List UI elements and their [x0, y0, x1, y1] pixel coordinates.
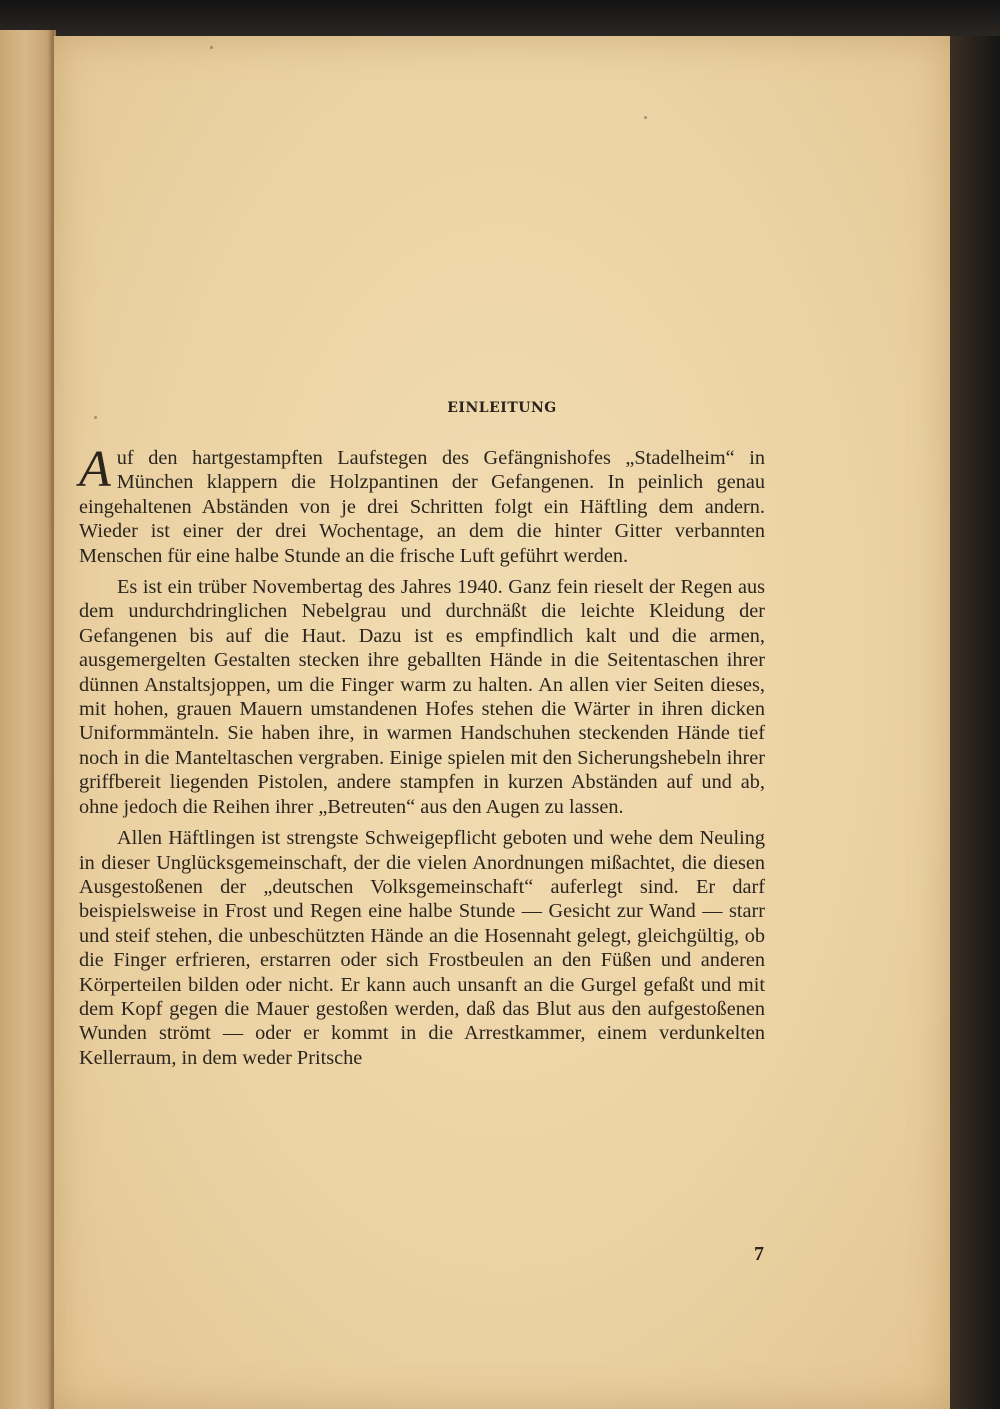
- paper-speck: [210, 46, 213, 49]
- paper-speck: [644, 116, 647, 119]
- drop-cap: A: [79, 441, 111, 498]
- chapter-heading: EINLEITUNG: [447, 400, 557, 416]
- page-number: 7: [754, 1243, 764, 1265]
- paragraph: Allen Häftlingen ist strengste Schweigepflicht geboten und wehe dem Neuling in dieser Unglücksgemeinschaft, der die vielen Anordnungen mißachtet, die diesen Ausgestoßenen der „deutschen Volksgemeinschaft“ auferlegt sind. Er darf beispielsweise in Frost und Regen eine halbe Stunde — Gesicht zur Wand — starr und steif stehen, die unbeschützten Hände an die Hosennaht gelegt, gleichgültig, ob die Finger erfrieren, erstarren oder sich Frostbeulen an den Füßen und anderen Körperteilen bilden oder nicht. Er kann auch unsanft an die Gurgel gefaßt und mit dem Kopf gegen die Mauer gestoßen werden, daß das Blut aus den aufgestoßenen Wunden strömt — oder er kommt in die Arrestkammer, einem verdunkelten Kellerraum, in dem weder Pritsche: [79, 827, 765, 1069]
- body-text: [79, 441, 765, 1077]
- scan-top-border: [0, 0, 1000, 36]
- first-paragraph-text: uf den hartgestampften Laufstegen des Gefängnishofes „Stadelheim“ in München klappern die Holzpantinen der Gefangenen. In peinlich genau eingehaltenen Abständen von je drei Schritten folgt ein Häftling dem andern. Wieder ist einer der drei Wochentage, an dem die hinter Gitter verbannten Menschen für eine halbe Stunde an die frische Luft geführt werden.: [79, 447, 765, 567]
- paper-speck: [94, 416, 97, 419]
- paragraph: Es ist ein trüber Novembertag des Jahres 1940. Ganz fein rieselt der Regen aus dem undurchdringlichen Nebelgrau und durchnäßt die leichte Kleidung der Gefangenen bis auf die Haut. Dazu ist es empfindlich kalt und die armen, ausgemergelten Gestalten stecken ihre geballten Hände in die Seitentaschen ihrer dünnen Anstaltsjoppen, um die Finger warm zu halten. An allen vier Seiten dieses, mit hohen, grauen Mauern umstandenen Hofes stehen die Wärter in ihren dicken Uniformmänteln. Sie haben ihre, in warmen Handschuhen steckenden Hände tief noch in die Manteltaschen vergraben. Einige spielen mit den Sicherungshebeln ihrer griffbereit liegenden Pistolen, andere stampfen in kurzen Abständen auf und ab, ohne jedoch die Reihen ihrer „Betreuten“ aus den Augen zu lassen.: [79, 576, 765, 818]
- scan-right-border: [950, 36, 1000, 1409]
- first-paragraph: [79, 441, 765, 568]
